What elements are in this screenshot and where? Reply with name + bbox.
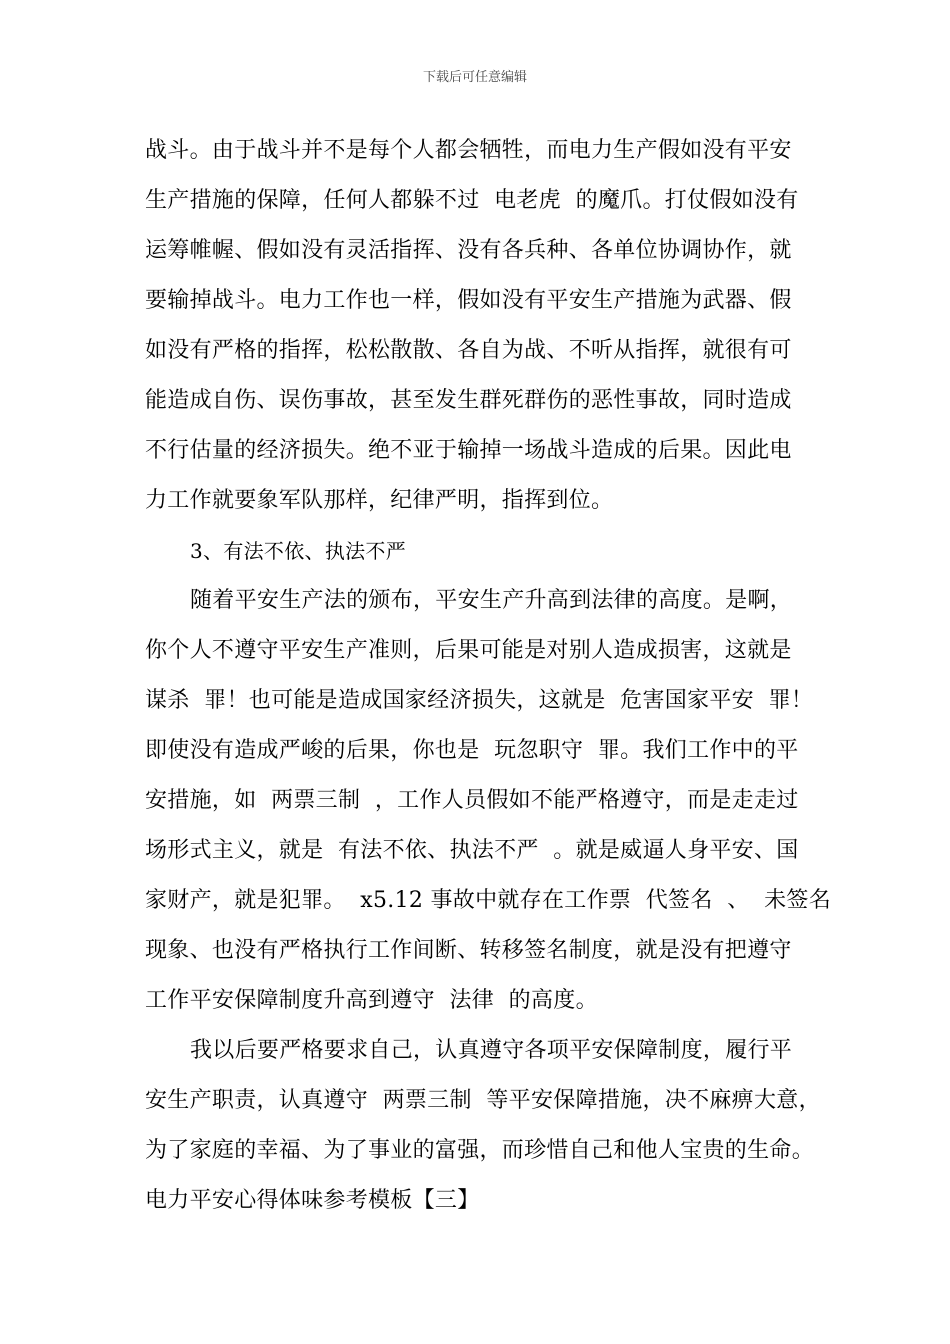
text-line: 运筹帷幄、假如没有灵活指挥、没有各兵种、各单位协调协作，就 xyxy=(145,238,792,263)
text-line: 即使没有造成严峻的后果，你也是 玩忽职守 罪。我们工作中的平 xyxy=(145,738,799,763)
page-header: 下载后可任意编辑 xyxy=(422,70,527,85)
text-line: 战斗。由于战斗并不是每个人都会牺牲，而电力生产假如没有平安 xyxy=(145,138,792,163)
text-line: 力工作就要象军队那样，纪律严明，指挥到位。 xyxy=(145,488,614,513)
text-line: 家财产，就是犯罪。 x5.12 事故中就存在工作票 代签名 、 未签名 xyxy=(145,888,832,913)
text-line: 如没有严格的指挥，松松散散、各自为战、不听从指挥，就很有可 xyxy=(145,338,792,363)
text-line: 能造成自伤、误伤事故，甚至发生群死群伤的恶性事故，同时造成 xyxy=(145,388,792,413)
text-line: 随着平安生产法的颁布，平安生产升高到法律的高度。是啊， xyxy=(190,588,793,613)
section-title: 电力平安心得体味参考模板【三】 xyxy=(145,1188,480,1213)
document-body xyxy=(145,126,832,1226)
text-line: 生产措施的保障，任何人都躲不过 电老虎 的魔爪。打仗假如没有 xyxy=(145,188,799,213)
text-line: 工作平安保障制度升高到遵守 法律 的高度。 xyxy=(145,988,598,1013)
text-line: 现象、也没有严格执行工作间断、转移签名制度，就是没有把遵守 xyxy=(145,938,792,963)
text-line: 安措施，如 两票三制 ，工作人员假如不能严格遵守，而是走走过 xyxy=(145,788,799,813)
text-line: 要输掉战斗。电力工作也一样，假如没有平安生产措施为武器、假 xyxy=(145,288,792,313)
text-line: 我以后要严格要求自己，认真遵守各项平安保障制度，履行平 xyxy=(190,1038,793,1063)
text-line: 为了家庭的幸福、为了事业的富强，而珍惜自己和他人宝贵的生命。 xyxy=(145,1138,815,1163)
section-heading: 3、有法不依、执法不严 xyxy=(190,539,407,563)
text-line: 谋杀 罪！也可能是造成国家经济损失，这就是 危害国家平安 罪！ xyxy=(145,688,814,713)
text-line: 不行估量的经济损失。绝不亚于输掉一场战斗造成的后果。因此电 xyxy=(145,438,792,463)
text-line: 安生产职责，认真遵守 两票三制 等平安保障措施，决不麻痹大意， xyxy=(145,1088,821,1113)
text-line: 你个人不遵守平安生产准则，后果可能是对别人造成损害，这就是 xyxy=(145,638,792,663)
text-line: 场形式主义，就是 有法不依、执法不严 。就是威逼人身平安、国 xyxy=(145,838,799,863)
